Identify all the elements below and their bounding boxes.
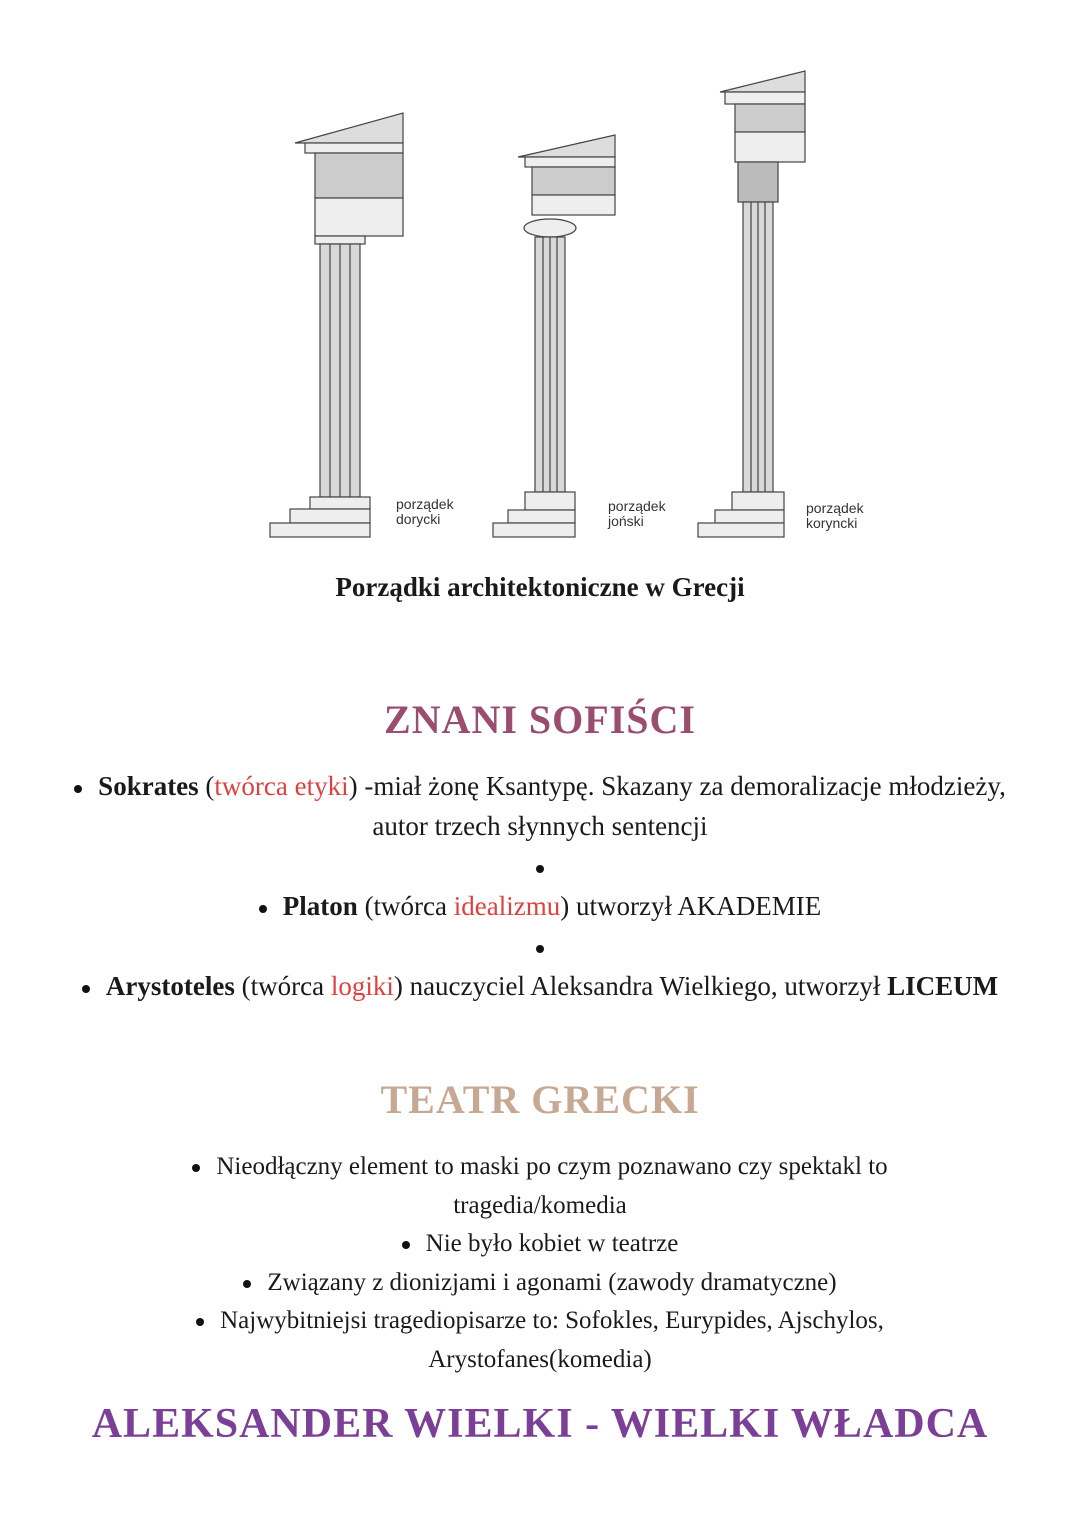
list-item: [120, 1225, 960, 1264]
list-item: [70, 966, 1010, 1006]
item-text: Nieodłączny element to maski po czym poznawano czy spektakl to tragedia/komedia: [216, 1153, 888, 1219]
empty-list-item: [70, 846, 1010, 886]
doric-column: [270, 113, 403, 537]
highlight: idealizmu: [453, 891, 561, 921]
columns-drawing: [260, 65, 880, 545]
item-text: ) nauczyciel Aleksandra Wielkiego, utworzył: [393, 971, 888, 1001]
bullet-icon: [192, 1164, 200, 1172]
label-corinthian: [806, 501, 864, 531]
item-text: (: [198, 771, 215, 801]
list-item: [120, 1264, 960, 1303]
item-text: Nie było kobiet w teatrze: [425, 1230, 679, 1257]
philosopher-name: Platon: [282, 891, 358, 921]
corinthian-column: [698, 71, 805, 537]
label-ionic: [608, 499, 666, 529]
bullet-icon: [536, 945, 544, 953]
list-item: [70, 886, 1010, 926]
bullet-icon: [402, 1241, 410, 1249]
label-line: dorycki: [396, 511, 441, 527]
empty-list-item: [70, 926, 1010, 966]
item-text: Najwybitniejsi tragediopisarze to: Sofokles, Eurypides, Ajschylos, Arystofanes(komedia): [220, 1307, 884, 1373]
label-line: joński: [608, 513, 644, 529]
item-text: Związany z dionizjami i agonami (zawody dramatyczne): [267, 1268, 837, 1296]
label-line: koryncki: [806, 515, 858, 531]
list-item: [70, 766, 1010, 846]
philosopher-name: Arystoteles: [105, 971, 235, 1001]
greek-orders-illustration: [260, 65, 880, 545]
bold-text: LICEUM: [887, 971, 999, 1001]
bullet-icon: [243, 1280, 251, 1288]
highlight: twórca etyki: [214, 771, 349, 801]
item-text: (twórca: [357, 891, 454, 921]
bullet-icon: [259, 905, 267, 913]
label-line: porządek: [396, 496, 454, 512]
sofisci-list: [70, 766, 1010, 1006]
bullet-icon: [196, 1318, 204, 1326]
ionic-column: [493, 135, 615, 537]
item-text: ) utworzył AKADEMIE: [560, 891, 822, 921]
figure-caption: Porządki architektoniczne w Grecji: [335, 572, 745, 602]
item-text: ) -miał żonę Ksantypę. Skazany za demoralizacje młodzieży, autor trzech słynnych sentencji: [348, 771, 1006, 841]
bullet-icon: [82, 985, 90, 993]
label-line: porządek: [806, 500, 864, 516]
label-line: porządek: [608, 498, 666, 514]
philosopher-name: Sokrates: [98, 771, 199, 801]
teatr-list: [120, 1148, 960, 1379]
item-text: (twórca: [234, 971, 331, 1001]
list-item: [120, 1148, 960, 1225]
heading-sofisci: ZNANI SOFIŚCI: [384, 697, 696, 742]
bullet-icon: [536, 865, 544, 873]
heading-aleksander: ALEKSANDER WIELKI - WIELKI WŁADCA: [91, 1401, 989, 1447]
heading-teatr: TEATR GRECKI: [380, 1077, 700, 1122]
highlight: logiki: [330, 971, 394, 1001]
label-doric: [396, 497, 454, 527]
list-item: [120, 1302, 960, 1379]
bullet-icon: [74, 785, 82, 793]
